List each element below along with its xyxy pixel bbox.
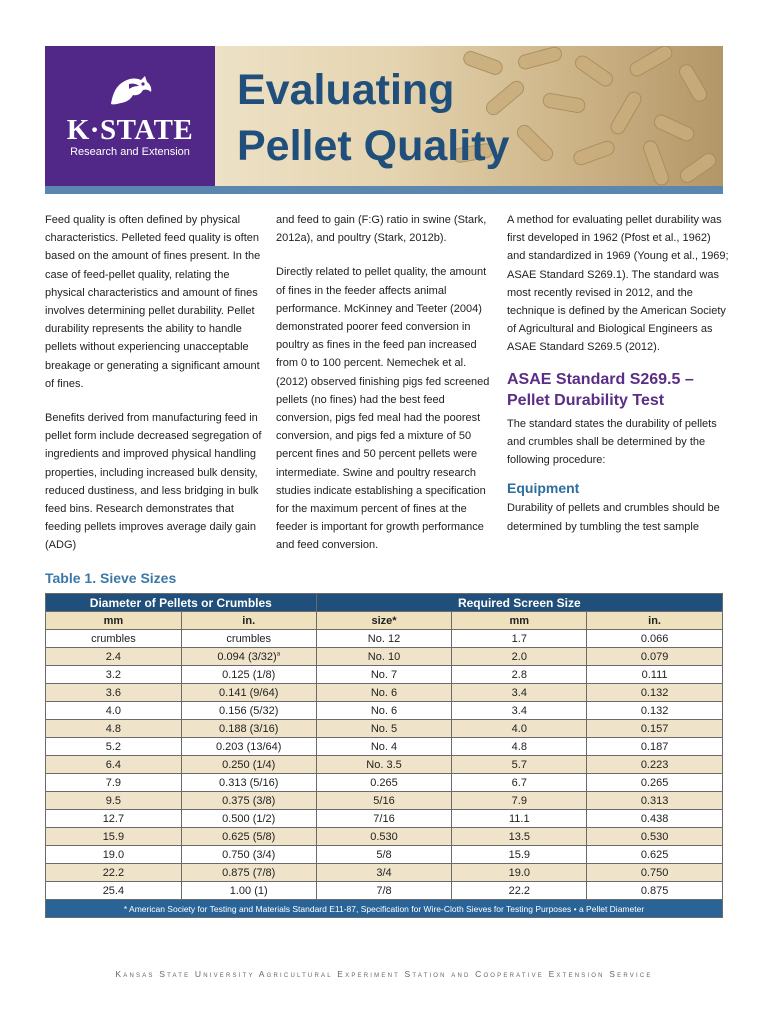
table-cell: 0.125 (1/8) (181, 666, 316, 684)
table-cell: 0.187 (587, 738, 723, 756)
table-cell: 25.4 (46, 882, 182, 900)
table-cell: 0.079 (587, 648, 723, 666)
table-cell: 5/8 (316, 846, 452, 864)
table-cell: 5/16 (316, 792, 452, 810)
text-column-2 (276, 211, 498, 571)
paragraph: A method for evaluating pellet durability was first developed in 1962 (Pfost et al., 1962) and standardized in 1969 (Young et al., 1969; ASAE Standard S269.1). The standard was most recently revised in 2012, and the technique is defined by the American Society of Agricultural and Biological Engineers as ASAE Standard S269.5 (2012). (507, 214, 729, 354)
table-cell: 0.265 (316, 774, 452, 792)
table-cell: 0.156 (5/32) (181, 702, 316, 720)
table-cell: 22.2 (452, 882, 587, 900)
table-cell: No. 10 (316, 648, 452, 666)
table-row (46, 810, 723, 828)
table-cell: 2.8 (452, 666, 587, 684)
paragraph: and feed to gain (F:G) ratio in swine (Stark, 2012a), and poultry (Stark, 2012b). (276, 214, 487, 245)
table-cell: 6.7 (452, 774, 587, 792)
table-cell: 0.188 (3/16) (181, 720, 316, 738)
table-row (46, 774, 723, 792)
table-cell: 4.8 (46, 720, 182, 738)
group-header-screen: Required Screen Size (316, 594, 722, 612)
table-row (46, 846, 723, 864)
table-cell: 19.0 (452, 864, 587, 882)
table-cell: 7.9 (452, 792, 587, 810)
table-row (46, 792, 723, 810)
paragraph: The standard states the durability of pellets and crumbles shall be determined by the following procedure: (507, 417, 717, 467)
paragraph: Feed quality is often defined by physical characteristics. Pelleted feed quality is often based on the amount of fines present. In the case of feed-pellet quality, relating the physical characteristics and amount of fines involves determining pellet durability. Pellet durability represents the ability to handle pellets without experiencing unacceptable breakage or generating a significant amount of fines. (45, 214, 261, 390)
table-cell: 15.9 (46, 828, 182, 846)
table-cell: 0.313 (5/16) (181, 774, 316, 792)
table-cell: 4.0 (452, 720, 587, 738)
table-row (46, 828, 723, 846)
table-cell: 2.0 (452, 648, 587, 666)
column-header: size* (316, 612, 452, 630)
subsection-heading: Equipment (507, 480, 580, 497)
table-row (46, 864, 723, 882)
table-cell: crumbles (46, 630, 182, 648)
group-header-diameter: Diameter of Pellets or Crumbles (46, 594, 317, 612)
column-header: in. (587, 612, 723, 630)
divider-bar (45, 186, 723, 194)
table-cell: 0.094 $(3/32)^a$ (181, 648, 316, 666)
table-cell: 3.6 (46, 684, 182, 702)
table-row (46, 738, 723, 756)
table-cell: 2.4 (46, 648, 182, 666)
table-cell: 22.2 (46, 864, 182, 882)
table-caption: Table 1. Sieve Sizes (45, 570, 177, 586)
table-row (46, 684, 723, 702)
table-cell: 13.5 (452, 828, 587, 846)
table-cell: 0.132 (587, 702, 723, 720)
table-column-header (46, 612, 723, 630)
table-cell: 9.5 (46, 792, 182, 810)
sieve-sizes-table (45, 593, 723, 918)
table-cell: 11.1 (452, 810, 587, 828)
table-cell: 0.265 (587, 774, 723, 792)
table-cell: 19.0 (46, 846, 182, 864)
section-heading: ASAE Standard S269.5 – Pellet Durability Test (507, 370, 694, 409)
table-cell: 0.500 (1/2) (181, 810, 316, 828)
table-cell: 0.438 (587, 810, 723, 828)
table-cell: 0.203 (13/64) (181, 738, 316, 756)
table-cell: 5.7 (452, 756, 587, 774)
table-cell: No. 5 (316, 720, 452, 738)
table-cell: crumbles (181, 630, 316, 648)
table-row (46, 702, 723, 720)
table-row (46, 648, 723, 666)
page-footer: Kansas State University Agricultural Experiment Station and Cooperative Extension Service (115, 969, 653, 979)
text-column-1 (45, 211, 265, 571)
column-header: in. (181, 612, 316, 630)
table-cell: 15.9 (452, 846, 587, 864)
table-cell: 7/8 (316, 882, 452, 900)
table-cell: 0.625 (587, 846, 723, 864)
table-footnote: * American Society for Testing and Materials Standard E11-87, Specification for Wire-Cloth Sieves for Testing Purposes • a Pellet Diameter (46, 900, 723, 918)
title-area (215, 46, 723, 186)
table-cell: 0.066 (587, 630, 723, 648)
table-cell: 7.9 (46, 774, 182, 792)
table-cell: 0.223 (587, 756, 723, 774)
table-row (46, 630, 723, 648)
table-cell: No. 3.5 (316, 756, 452, 774)
column-header: mm (46, 612, 182, 630)
table-cell: 3/4 (316, 864, 452, 882)
table-row (46, 756, 723, 774)
table-cell: 5.2 (46, 738, 182, 756)
wildcat-icon (107, 74, 153, 108)
table-cell: 0.625 (5/8) (181, 828, 316, 846)
table-cell: 4.8 (452, 738, 587, 756)
brand-name: K·STATE (66, 114, 194, 146)
paragraph: Directly related to pellet quality, the amount of fines in the feeder affects animal performance. McKinney and Teeter (2004) demonstrated poorer feed conversion in poultry as fines in the feed pan increased from 0 to 100 percent. Nemechek et al. (2012) observed finishing pigs fed screened pellets (no fines) had the best feed conversion, pigs fed meal had the poorest conversion, and pigs fed a mixture of 50 percent fines and 50 percent pellets were intermediate. Swine and poultry research studies indicate establishing a specification for the maximum percent of fines at the feeder is important for growth performance and feed conversion. (276, 266, 490, 552)
table-cell: 0.141 (9/64) (181, 684, 316, 702)
table-row (46, 882, 723, 900)
footnote-marker: a (276, 650, 281, 657)
kstate-logo (45, 46, 215, 186)
table-cell: 0.530 (316, 828, 452, 846)
table-cell: 0.313 (587, 792, 723, 810)
page-title (237, 62, 509, 174)
paragraph: Benefits derived from manufacturing feed in pellet form include decreased segregation of ingredients and improved physical handling properties, including increased bulk density, reduced dustiness, and less bridging in bulk feed bins. Research demonstrates that feeding pellets improves average daily gain (ADG) (45, 412, 262, 552)
table-cell: No. 6 (316, 702, 452, 720)
title-line-2: Pellet Quality (237, 122, 510, 170)
table-cell: 0.111 (587, 666, 723, 684)
table-cell: 7/16 (316, 810, 452, 828)
table-cell: 0.157 (587, 720, 723, 738)
table-row (46, 720, 723, 738)
table-cell: 0.875 (587, 882, 723, 900)
table-cell: No. 6 (316, 684, 452, 702)
table-cell: 3.4 (452, 702, 587, 720)
table-cell: 0.375 (3/8) (181, 792, 316, 810)
table-cell: 3.2 (46, 666, 182, 684)
table-cell: 0.750 (587, 864, 723, 882)
table-row (46, 666, 723, 684)
table-cell: 3.4 (452, 684, 587, 702)
brand-subtitle: Research and Extension (70, 146, 190, 158)
table-cell: No. 4 (316, 738, 452, 756)
table-cell: 6.4 (46, 756, 182, 774)
table-cell: 0.530 (587, 828, 723, 846)
table-cell: 12.7 (46, 810, 182, 828)
column-header: mm (452, 612, 587, 630)
header-banner (45, 46, 723, 186)
table-cell: 0.875 (7/8) (181, 864, 316, 882)
table-cell: No. 12 (316, 630, 452, 648)
title-line-1: Evaluating (237, 66, 455, 114)
table-footnote-row (46, 900, 723, 918)
table-cell: 1.7 (452, 630, 587, 648)
text-column-3 (507, 211, 729, 552)
table-cell: 0.132 (587, 684, 723, 702)
table-cell: 4.0 (46, 702, 182, 720)
table-cell: 0.250 (1/4) (181, 756, 316, 774)
table-cell: No. 7 (316, 666, 452, 684)
table-group-header (46, 594, 723, 612)
table-cell: 0.750 (3/4) (181, 846, 316, 864)
paragraph: Durability of pellets and crumbles should be determined by tumbling the test sample (507, 502, 720, 533)
table-cell: 1.00 (1) (181, 882, 316, 900)
